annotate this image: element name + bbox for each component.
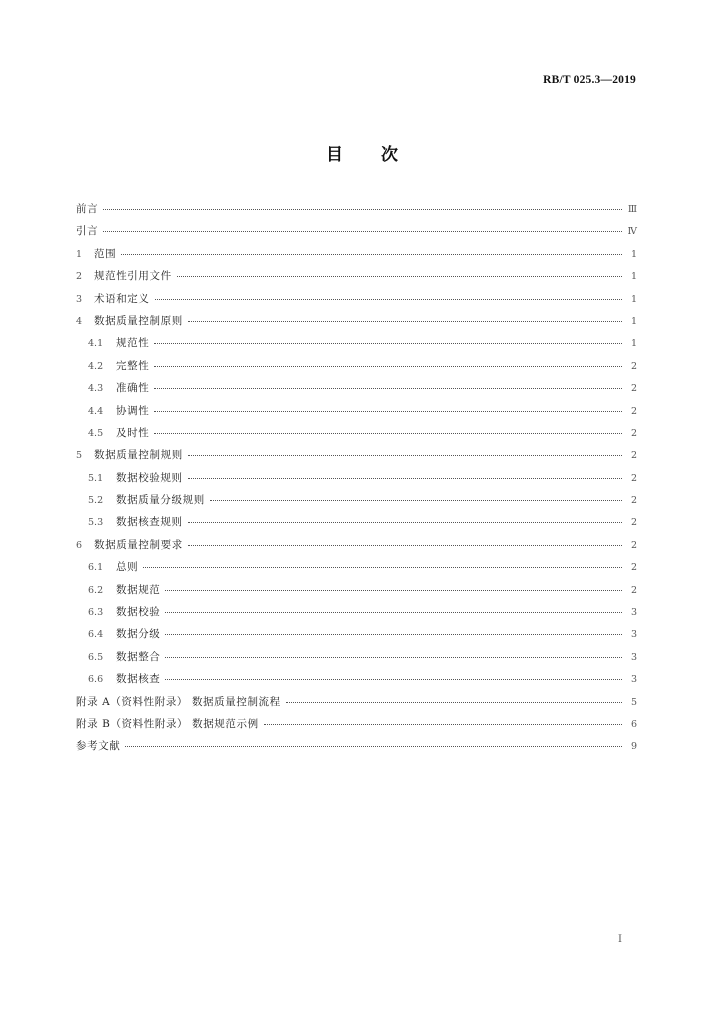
toc-entry-1[interactable] [76, 243, 637, 265]
table-of-contents [76, 198, 637, 758]
toc-dot-leader [103, 199, 622, 210]
toc-entry-bibliography[interactable] [76, 735, 637, 757]
toc-dot-leader [154, 401, 622, 412]
document-number: RB/T 025.3—2019 [543, 74, 636, 86]
toc-page-number: 2 [630, 517, 637, 529]
toc-dot-leader [264, 714, 622, 725]
toc-page-number: 2 [630, 450, 637, 462]
toc-entry-number: 4.4 [88, 405, 104, 417]
toc-entry-number: 3 [76, 293, 83, 305]
toc-entry-text: 数据校验 [116, 606, 161, 619]
toc-entry-number: 5.3 [88, 517, 104, 529]
toc-entry-text: 数据质量分级规则 [116, 494, 205, 507]
toc-entry-text: 数据分级 [116, 628, 161, 641]
toc-entry-4-1[interactable] [76, 332, 637, 354]
toc-entry-text: 数据质量控制要求 [94, 538, 183, 551]
toc-entry-number: 4 [76, 315, 83, 327]
toc-page-number: 2 [630, 405, 637, 417]
toc-title: 目次 [326, 145, 436, 165]
toc-entry-4-2[interactable] [76, 355, 637, 377]
toc-page-number: 1 [630, 293, 637, 305]
toc-entry-5-2[interactable] [76, 489, 637, 511]
toc-page-number: 3 [630, 651, 637, 663]
toc-dot-leader [188, 535, 622, 546]
toc-page-number: 3 [630, 674, 637, 686]
toc-page-number: 1 [630, 271, 637, 283]
toc-entry-text: 数据整合 [116, 650, 161, 663]
toc-dot-leader [103, 221, 622, 232]
toc-entry-text: 数据核查规则 [116, 516, 183, 529]
toc-entry-text: 数据校验规则 [116, 471, 183, 484]
toc-dot-leader [210, 490, 622, 501]
toc-dot-leader [165, 669, 622, 680]
toc-page-number: 2 [630, 472, 637, 484]
toc-dot-leader [188, 468, 622, 479]
toc-dot-leader [154, 356, 622, 367]
toc-page-number: Ⅲ [627, 204, 637, 215]
toc-entry-4-3[interactable] [76, 377, 637, 399]
toc-entry-text: 附录 B（资料性附录） 数据规范示例 [76, 717, 259, 730]
toc-entry-appendix-a[interactable] [76, 691, 637, 713]
toc-entry-6-2[interactable] [76, 579, 637, 601]
toc-entry-6[interactable] [76, 534, 637, 556]
toc-entry-text: 数据质量控制规则 [94, 449, 183, 462]
toc-entry-4-4[interactable] [76, 400, 637, 422]
toc-dot-leader [155, 289, 623, 300]
toc-entry-text: 术语和定义 [94, 292, 150, 305]
toc-entry-number: 6 [76, 539, 83, 551]
toc-entry-6-5[interactable] [76, 646, 637, 668]
toc-entry-5-1[interactable] [76, 467, 637, 489]
toc-dot-leader [154, 333, 622, 344]
toc-entry-text: 规范性 [116, 337, 150, 350]
toc-entry-number: 1 [76, 248, 83, 260]
toc-dot-leader [188, 445, 622, 456]
toc-page-number: 3 [630, 607, 637, 619]
toc-entry-3[interactable] [76, 288, 637, 310]
toc-page-number: 2 [630, 383, 637, 395]
toc-page-number: 2 [630, 562, 637, 574]
toc-entry-text: 协调性 [116, 404, 150, 417]
toc-entry-number: 6.4 [88, 629, 104, 641]
toc-page-number: 5 [630, 696, 637, 708]
toc-entry-appendix-b[interactable] [76, 713, 637, 735]
toc-entry-text: 附录 A（资料性附录） 数据质量控制流程 [76, 695, 281, 708]
toc-entry-text: 及时性 [116, 426, 150, 439]
toc-dot-leader [286, 692, 622, 703]
toc-entry-6-6[interactable] [76, 668, 637, 690]
toc-page-number: 9 [630, 741, 637, 753]
toc-entry-4-5[interactable] [76, 422, 637, 444]
toc-dot-leader [177, 266, 622, 277]
toc-entry-text: 数据质量控制原则 [94, 314, 183, 327]
toc-page-number: 1 [630, 338, 637, 350]
toc-dot-leader [188, 512, 622, 523]
toc-dot-leader [165, 580, 622, 591]
toc-page-number: 2 [630, 427, 637, 439]
toc-entry-number: 4.2 [88, 360, 104, 372]
toc-entry-number: 6.1 [88, 562, 104, 574]
toc-dot-leader [154, 423, 622, 434]
toc-entry-number: 5.1 [88, 472, 104, 484]
toc-entry-text: 范围 [94, 247, 117, 260]
toc-entry-number: 5.2 [88, 495, 104, 507]
toc-page-number: 3 [630, 629, 637, 641]
toc-entry-text: 完整性 [116, 359, 150, 372]
toc-entry-number: 5 [76, 450, 83, 462]
toc-entry-number: 2 [76, 271, 83, 283]
toc-entry-number: 4.5 [88, 427, 104, 439]
toc-page-number: 1 [630, 315, 637, 327]
toc-entry-number: 6.3 [88, 607, 104, 619]
toc-dot-leader [165, 624, 622, 635]
toc-dot-leader [165, 602, 622, 613]
toc-entry-6-1[interactable] [76, 556, 637, 578]
toc-entry-number: 6.5 [88, 651, 104, 663]
toc-entry-2[interactable] [76, 265, 637, 287]
toc-page-number: 2 [630, 539, 637, 551]
toc-page-number: 2 [630, 360, 637, 372]
toc-dot-leader [154, 378, 622, 389]
toc-page-number: 2 [630, 495, 637, 507]
toc-entry-5[interactable] [76, 444, 637, 466]
toc-dot-leader [143, 557, 622, 568]
toc-page-number: 6 [630, 718, 637, 730]
toc-entry-text: 规范性引用文件 [94, 270, 172, 283]
toc-entry-introduction[interactable] [76, 220, 637, 242]
toc-dot-leader [121, 244, 622, 255]
toc-page-number: Ⅳ [627, 226, 637, 238]
toc-entry-foreword[interactable] [76, 198, 637, 220]
toc-entry-6-3[interactable] [76, 601, 637, 623]
toc-entry-4[interactable] [76, 310, 637, 332]
toc-page-number: 2 [630, 584, 637, 596]
toc-entry-number: 6.6 [88, 674, 104, 686]
toc-entry-text: 数据核查 [116, 673, 161, 686]
toc-entry-text: 数据规范 [116, 583, 161, 596]
toc-entry-5-3[interactable] [76, 511, 637, 533]
toc-dot-leader [188, 311, 622, 322]
toc-entry-text: 引言 [76, 225, 99, 238]
toc-entry-text: 总则 [116, 561, 139, 574]
toc-dot-leader [165, 647, 622, 658]
toc-entry-number: 4.1 [88, 338, 104, 350]
toc-entry-6-4[interactable] [76, 623, 637, 645]
page-number: I [618, 934, 622, 945]
toc-page-number: 1 [630, 248, 637, 260]
toc-entry-text: 前言 [76, 203, 99, 215]
toc-entry-text: 参考文献 [76, 740, 121, 753]
toc-dot-leader [125, 736, 622, 747]
toc-entry-number: 6.2 [88, 584, 104, 596]
toc-entry-number: 4.3 [88, 383, 104, 395]
toc-entry-text: 准确性 [116, 382, 150, 395]
